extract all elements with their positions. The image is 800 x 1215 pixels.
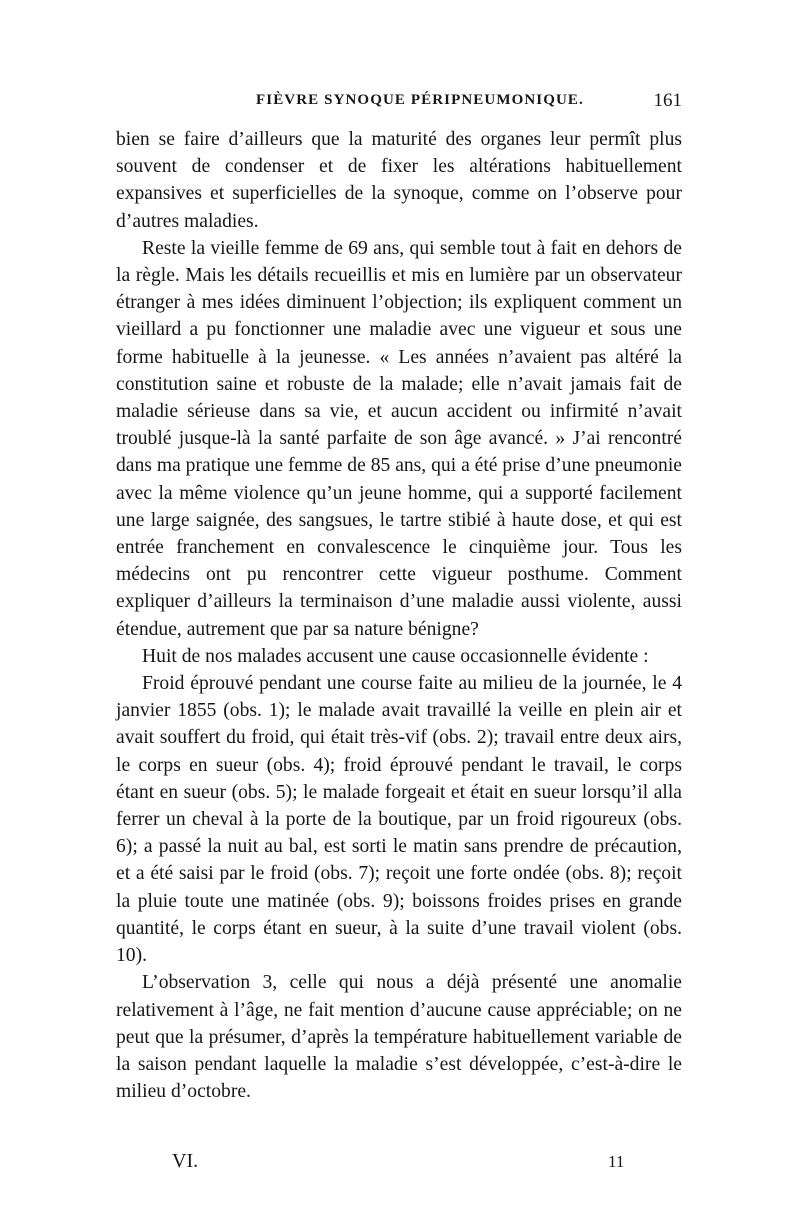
paragraph-cold-exposure-list: Froid éprouvé pendant une course faite au milieu de la journée, le 4 janvier 1855 (obs. 1); le malade avait travaillé la veille en plein air et avait souffert du froid, qui était très-vif (obs. 2); travail entre deux airs, le corps en sueur (obs. 4); froid éprouvé pendant le travail, le corps étant en sueur (obs. 5); le malade forgeait et était en sueur lorsqu’il alla ferrer un cheval à la porte de la boutique, par un froid rigoureux (obs. 6); a passé la nuit au bal, est sorti le matin sans prendre de précaution, et a été saisi par le froid (obs. 7); reçoit une forte ondée (obs. 8); reçoit la pluie toute une matinée (obs. 9); boissons froides prises en grande quantité, le corps étant en sueur, à la suite d’une travail violent (obs. 10). [116,673,682,967]
page-number: 161 [653,90,682,111]
body-text [116,126,682,1105]
signature-mark: VI. [172,1150,199,1172]
page-header [116,92,682,118]
paragraph-continuation: bien se faire d’ailleurs que la maturité des organes leur permît plus souvent de condenser et de fixer les altérations habituellement expansives et superficielles de la synoque, comme on l’observe pour d’autres maladies. [116,129,682,232]
running-title: FIÈVRE SYNOQUE PÉRIPNEUMONIQUE. [256,92,584,108]
paragraph-observation-3: L’observation 3, celle qui nous a déjà présenté une anomalie relativement à l’âge, ne fait mention d’aucune cause appréciable; on ne peut que la présumer, d’après la température habituellement variable de la saison pendant laquelle la maladie s’est développée, c’est-à-dire le milieu d’octobre. [116,972,682,1103]
paragraph-occasional-cause: Huit de nos malades accusent une cause occasionnelle évidente : [142,645,649,667]
paragraph-elderly-patient: Reste la vieille femme de 69 ans, qui semble tout à fait en dehors de la règle. Mais les détails recueillis et mis en lumière par un observateur étranger à mes idées diminuent l’objection; ils expliquent comment un vieillard a pu fonctionner une maladie avec une vigueur et sous une forme habituelle à la jeunesse. « Les années n’avaient pas altéré la constitution saine et robuste de la malade; elle n’avait jamais fait de maladie sérieuse dans sa vie, et aucun accident ou infirmité n’avait troublé jusque-là la santé parfaite de son âge avancé. » J’ai rencontré dans ma pratique une femme de 85 ans, qui a été prise d’une pneumonie avec la même violence qu’un jeune homme, qui a supporté facilement une large saignée, des sangsues, le tartre stibié à haute dose, et qui est entrée franchement en convalescence le cinquième jour. Tous les médecins ont pu rencontrer cette vigueur posthume. Comment expliquer d’ailleurs la terminaison d’une maladie aussi violente, aussi étendue, autrement que par sa nature bénigne? [116,237,682,640]
folio-mark: 11 [608,1152,625,1171]
page-footer [116,1150,682,1178]
